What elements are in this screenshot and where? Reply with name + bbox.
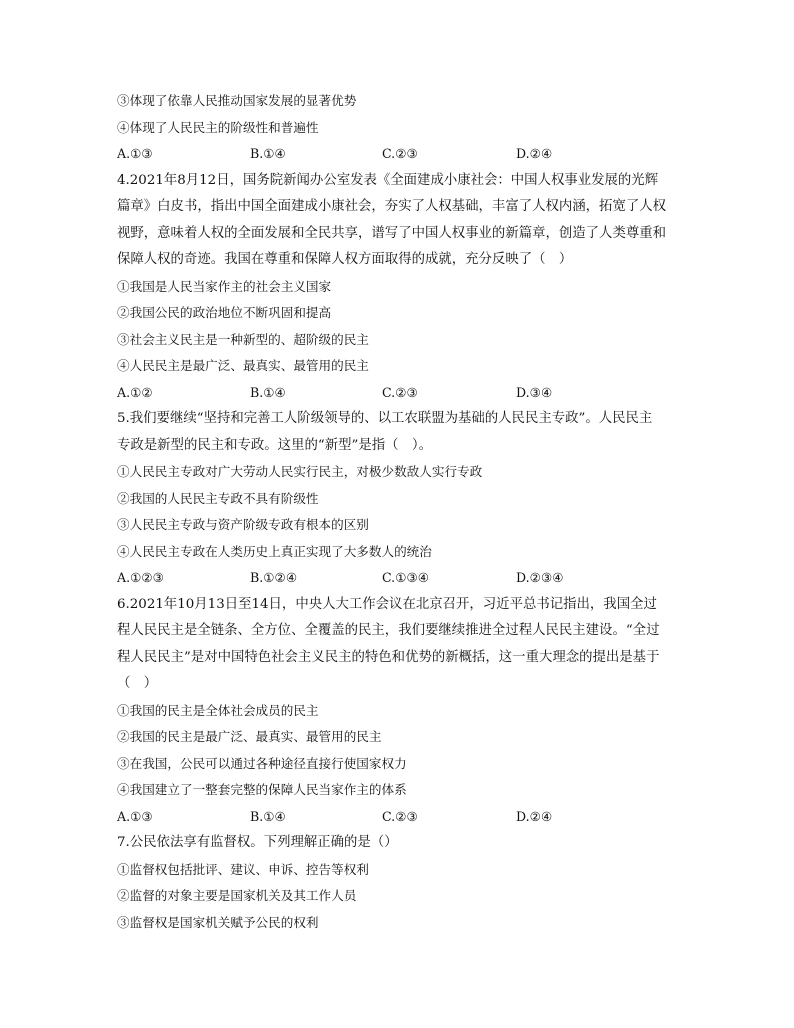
answer-options bbox=[117, 380, 682, 407]
choice-item: ④人民民主专政在人类历史上真正实现了大多数人的统治 bbox=[117, 543, 432, 559]
choice-item: ②我国的民主是最广泛、最真实、最管用的民主 bbox=[117, 729, 382, 744]
question-stem-line: 6.2021年10月13日至14日，中央人大工作会议在北京召开，习近平总书记指出，我国全过 bbox=[117, 596, 657, 612]
choice-item: ④人民民主是最广泛、最真实、最管用的民主 bbox=[117, 358, 369, 373]
question-stem-line: 7.公民依法享有监督权。下列理解正确的是（） bbox=[117, 835, 398, 850]
choice-item: ④体现了人民民主的阶级性和普遍性 bbox=[117, 119, 319, 135]
option-c: C.②③ bbox=[382, 384, 418, 400]
option-a: A.①③ bbox=[117, 146, 153, 161]
option-a: A.①② bbox=[117, 384, 153, 400]
choice-item: ③体现了依靠人民推动国家发展的显著优势 bbox=[117, 93, 357, 108]
option-a: A.①②③ bbox=[117, 570, 164, 585]
choice-item: ①我国的民主是全体社会成员的民主 bbox=[117, 702, 319, 718]
answer-options bbox=[117, 804, 682, 831]
option-c: C.②③ bbox=[382, 146, 418, 161]
option-d: D.②③④ bbox=[516, 570, 564, 585]
question-stem-line: 视野，意味着人权的全面发展和全民共享，谱写了中国人权事业的新篇章，创造了人类尊重和 bbox=[117, 225, 667, 241]
option-b: B.①④ bbox=[250, 384, 286, 400]
choice-item: ③人民民主专政与资产阶级专政有根本的区别 bbox=[117, 517, 369, 532]
option-a: A.①③ bbox=[117, 808, 153, 824]
question-stem-line: 程人民民主”是对中国特色社会主义民主的特色和优势的新概括，这一重大理念的提出是基于 bbox=[117, 649, 660, 665]
question-stem-line: 保障人权的奇迹。我国在尊重和保障人权方面取得的成就，充分反映了（ ） bbox=[117, 252, 573, 267]
question-6 bbox=[117, 592, 682, 831]
option-d: D.③④ bbox=[516, 384, 553, 400]
choice-item: ②我国公民的政治地位不断巩固和提高 bbox=[117, 305, 332, 320]
choice-item: ③社会主义民主是一种新型的、超阶级的民主 bbox=[117, 331, 369, 347]
choice-item: ③在我国，公民可以通过各种途径直接行使国家权力 bbox=[117, 755, 407, 771]
choice-item: ①人民民主专政对广大劳动人民实行民主，对极少数敌人实行专政 bbox=[117, 464, 483, 479]
option-b: B.①④ bbox=[250, 808, 286, 824]
question-stem-line: 5.我们要继续“坚持和完善工人阶级领导的、以工农联盟为基础的人民民主专政”。人民民主 bbox=[117, 411, 653, 426]
option-c: C.②③ bbox=[382, 808, 418, 824]
option-b: B.①④ bbox=[250, 146, 286, 161]
prev-question-tail bbox=[117, 88, 682, 168]
question-stem-line: （ ） bbox=[117, 676, 158, 691]
question-stem-line: 篇章》白皮书，指出中国全面建成小康社会，夯实了人权基础，丰富了人权内涵，拓宽了人权 bbox=[117, 199, 667, 214]
choice-item: ③监督权是国家机关赋予公民的权利 bbox=[117, 914, 319, 930]
choice-item: ④我国建立了一整套完整的保障人民当家作主的体系 bbox=[117, 782, 407, 797]
question-5 bbox=[117, 406, 682, 592]
question-stem-line: 程人民民主是全链条、全方位、全覆盖的民主，我们要继续推进全过程人民民主建设。“全过 bbox=[117, 623, 660, 638]
answer-options bbox=[117, 141, 682, 168]
answer-options bbox=[117, 565, 682, 592]
document-page bbox=[117, 88, 682, 936]
option-b: B.①②④ bbox=[250, 570, 298, 585]
option-d: D.②④ bbox=[516, 146, 553, 161]
option-d: D.②④ bbox=[516, 808, 553, 824]
question-4 bbox=[117, 168, 682, 407]
question-7 bbox=[117, 830, 682, 936]
option-c: C.①③④ bbox=[382, 570, 430, 585]
question-stem-line: 专政是新型的民主和专政。这里的“新型”是指（ ）。 bbox=[117, 437, 432, 453]
choice-item: ②监督的对象主要是国家机关及其工作人员 bbox=[117, 888, 357, 903]
choice-item: ①我国是人民当家作主的社会主义国家 bbox=[117, 278, 332, 294]
choice-item: ①监督权包括批评、建议、申诉、控告等权利 bbox=[117, 861, 369, 877]
choice-item: ②我国的人民民主专政不具有阶级性 bbox=[117, 490, 319, 506]
question-stem-line: 4.2021年8月12日，国务院新闻办公室发表《全面建成小康社会：中国人权事业发展的光辉 bbox=[117, 172, 659, 188]
